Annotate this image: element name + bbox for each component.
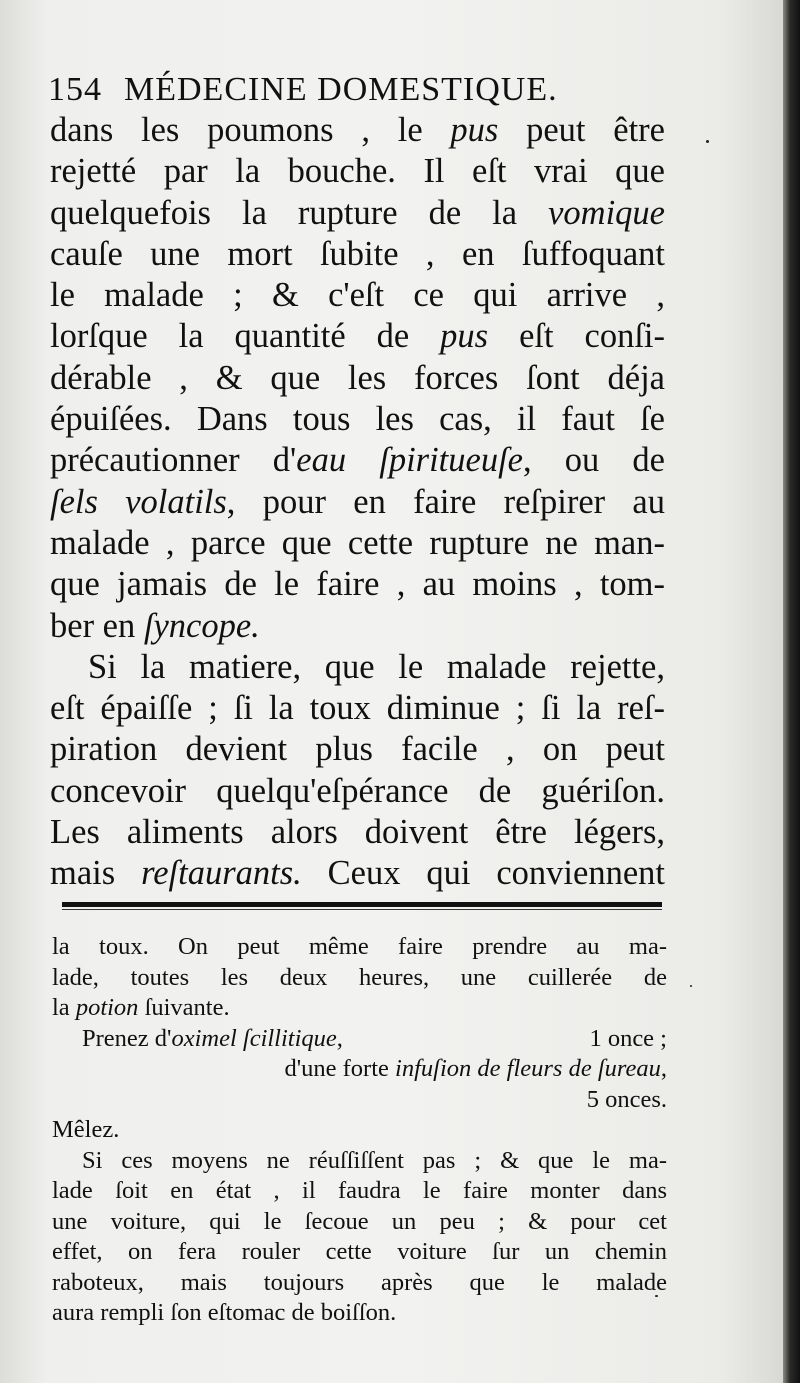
- italic-term: ſyncope.: [143, 606, 260, 645]
- text-line: piration devient plus facile , on peut: [50, 730, 665, 769]
- text-line: mais reſtaurants. Ceux qui conviennent: [50, 854, 665, 893]
- footnote-line: aura rempli ſon eſtomac de boiſſon.: [52, 1299, 397, 1326]
- recipe-ingredient-1: Prenez d'oximel ſcillitique,: [82, 1024, 343, 1052]
- italic-term: reſtaurants.: [141, 854, 302, 893]
- text-line: dans les poumons , le pus peut être: [50, 111, 665, 149]
- italic-term: oximel ſcillitique: [171, 1024, 337, 1052]
- text-line: lorſque la quantité de pus eſt conſi-: [50, 317, 665, 356]
- footnote-rule-thin: [62, 909, 662, 910]
- text-line: rejetté par la bouche. Il eſt vrai que: [50, 152, 665, 191]
- footnote-line: la potion ſuivante.: [52, 994, 230, 1021]
- text-line: malade , parce que cette rupture ne man-: [50, 523, 665, 562]
- text-line: précautionner d'eau ſpiritueuſe, ou de: [50, 441, 665, 480]
- running-title: MÉDECINE DOMESTIQUE.: [124, 71, 558, 108]
- italic-term: eau ſpiritueuſe: [296, 441, 523, 480]
- footnote-rule: [62, 902, 662, 907]
- text-line: épuiſées. Dans tous les cas, il faut ſe: [50, 400, 665, 439]
- text-line: Si la matiere, que le malade rejette,: [88, 647, 665, 686]
- page-number: 154: [48, 71, 102, 108]
- footnote-line: Si ces moyens ne réuſſiſſent pas ; & que le ma-: [82, 1146, 667, 1174]
- text-line: eſt épaiſſe ; ſi la toux diminue ; ſi la reſ-: [50, 689, 665, 728]
- footnote-line: la toux. On peut même faire prendre au ma-: [52, 933, 667, 960]
- running-header: [48, 70, 748, 110]
- italic-term: infuſion de fleurs de ſureau: [395, 1055, 661, 1082]
- text-line: dérable , & que les forces ſont déja: [50, 358, 665, 397]
- italic-term: ſels volatils: [50, 482, 227, 521]
- footnote-line: lade, toutes les deux heures, une cuillerée de: [52, 963, 667, 991]
- recipe-quantity-1: 1 once ;: [589, 1024, 667, 1052]
- text-line: ber en ſyncope.: [50, 606, 260, 645]
- recipe-quantity-2: 5 onces.: [586, 1085, 667, 1113]
- main-text-block: [50, 110, 665, 895]
- italic-term: potion: [75, 994, 139, 1021]
- page-gutter-shadow: [783, 0, 800, 1383]
- print-speck: [655, 1295, 658, 1297]
- recipe-ingredient-2: d'une forte infuſion de fleurs de ſureau,: [284, 1055, 667, 1082]
- print-speck: [690, 985, 692, 987]
- text-line: ſels volatils, pour en faire reſpirer au: [50, 482, 665, 521]
- recipe-line-1: [52, 1024, 667, 1055]
- italic-term: pus: [440, 317, 489, 356]
- footnote-line: lade ſoit en état , il faudra le faire monter dans: [52, 1177, 667, 1204]
- text-line: que jamais de le faire , au moins , tom-: [50, 565, 665, 604]
- footnote-line: raboteux, mais toujours après que le malade: [52, 1268, 667, 1296]
- text-line: quelquefois la rupture de la vomique: [50, 193, 665, 232]
- footnote-block: [52, 932, 667, 1329]
- italic-term: vomique: [548, 193, 665, 232]
- text-line: cauſe une mort ſubite , en ſuffoquant: [50, 234, 665, 273]
- footnote-line: effet, on fera rouler cette voiture ſur un chemin: [52, 1238, 667, 1265]
- text-line: Les aliments alors doivent être légers,: [50, 813, 665, 852]
- melez-line: Mêlez.: [52, 1116, 120, 1143]
- print-speck: [706, 140, 709, 143]
- footnote-line: une voiture, qui le ſecoue un peu ; & pour cet: [52, 1207, 667, 1235]
- italic-term: pus: [450, 111, 499, 149]
- text-line: concevoir quelqu'eſpérance de guériſon.: [50, 771, 665, 810]
- text-line: le malade ; & c'eſt ce qui arrive ,: [50, 276, 665, 315]
